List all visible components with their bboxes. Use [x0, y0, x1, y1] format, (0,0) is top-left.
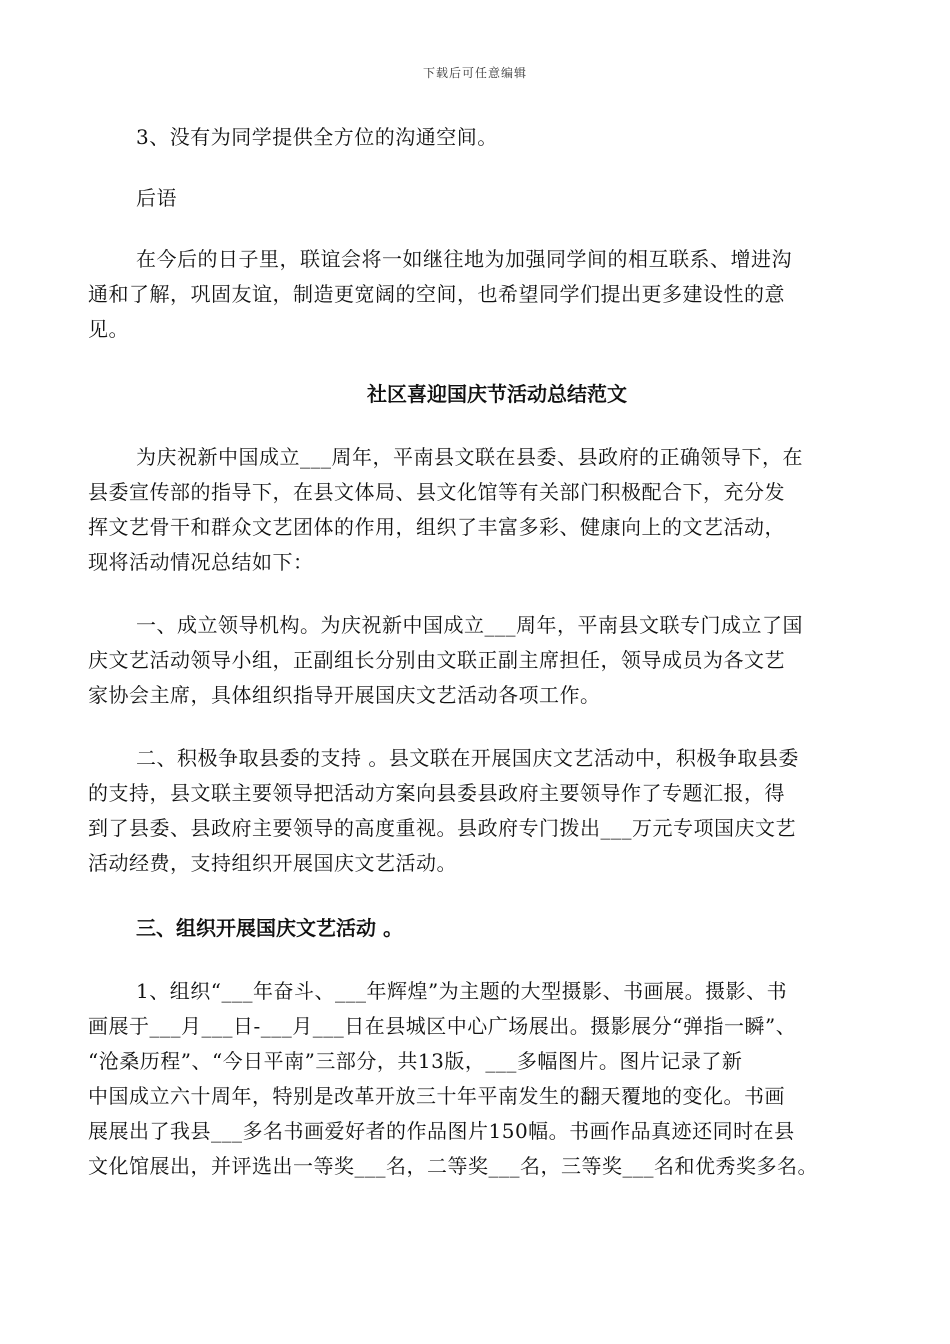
- paragraph-item-3: 3、没有为同学提供全方位的沟通空间。: [136, 125, 498, 149]
- text-line: 的支持，县文联主要领导把活动方案向县委县政府主要领导作了专题汇报，得: [88, 781, 785, 805]
- text-line: 一、成立领导机构。为庆祝新中国成立___周年，平南县文联专门成立了国: [136, 613, 803, 637]
- text-line: 庆文艺活动领导小组，正副组长分别由文联正副主席担任，领导成员为各文艺: [88, 648, 785, 672]
- text-line: 二、积极争取县委的支持 。县文联在开展国庆文艺活动中，积极争取县委: [136, 746, 799, 770]
- section-1-paragraph: [88, 608, 866, 713]
- text-line: 现将活动情况总结如下：: [88, 550, 314, 574]
- text-line: 展展出了我县___多名书画爱好者的作品图片150幅。书画作品真迹还同时在县: [88, 1119, 795, 1143]
- header-note: 下载后可任意编辑: [422, 66, 527, 80]
- text-line: 文化馆展出，并评选出一等奖___名，二等奖___名，三等奖___名和优秀奖多名。: [88, 1154, 818, 1178]
- text-line: 到了县委、县政府主要领导的高度重视。县政府专门拨出___万元专项国庆文艺: [88, 816, 796, 840]
- text-line: “沧桑历程”、“今日平南”三部分，共13版，___多幅图片。图片记录了新: [88, 1049, 743, 1073]
- section-3-heading: 三、组织开展国庆文艺活动 。: [136, 916, 403, 940]
- text-line: 通和了解，巩固友谊，制造更宽阔的空间，也希望同学们提出更多建设性的意: [88, 282, 785, 306]
- text-line: 家协会主席，具体组织指导开展国庆文艺活动各项工作。: [88, 683, 601, 707]
- text-line: 见。: [88, 317, 129, 341]
- document-title: 社区喜迎国庆节活动总结范文: [367, 382, 627, 406]
- document-body: [88, 120, 866, 1184]
- text-line: 县委宣传部的指导下，在县文体局、县文化馆等有关部门积极配合下，充分发: [88, 480, 785, 504]
- text-line: 1、组织“___年奋斗、___年辉煌”为主题的大型摄影、书画展。摄影、书: [136, 979, 788, 1003]
- intro-paragraph: [88, 440, 866, 580]
- afterword-heading: 后语: [136, 186, 177, 210]
- section-3-item-1-paragraph: [88, 974, 866, 1184]
- text-line: 画展于___月___日-___月___日在县城区中心广场展出。摄影展分“弹指一瞬”、: [88, 1014, 797, 1038]
- section-2-paragraph: [88, 741, 866, 881]
- text-line: 在今后的日子里，联谊会将一如继往地为加强同学间的相互联系、增进沟: [136, 247, 792, 271]
- text-line: 活动经费，支持组织开展国庆文艺活动。: [88, 851, 457, 875]
- afterword-paragraph: [88, 242, 866, 347]
- text-line: 中国成立六十周年，特别是改革开放三十年平南发生的翻天覆地的变化。书画: [88, 1084, 785, 1108]
- text-line: 挥文艺骨干和群众文艺团体的作用，组织了丰富多彩、健康向上的文艺活动，: [88, 515, 785, 539]
- text-line: 为庆祝新中国成立___周年，平南县文联在县委、县政府的正确领导下，在: [136, 445, 803, 469]
